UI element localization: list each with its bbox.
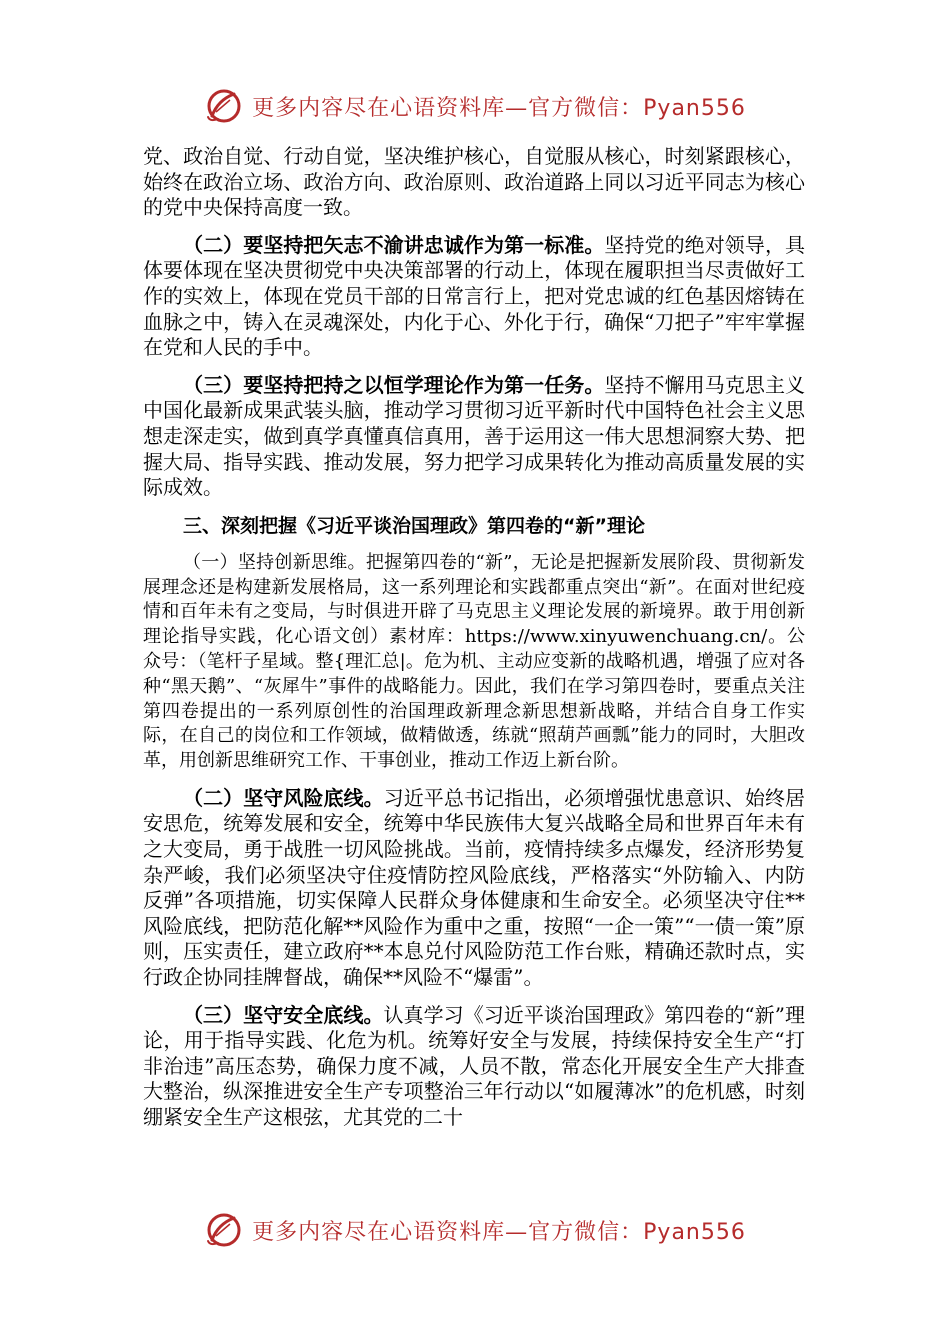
ink-brush-logo-icon xyxy=(204,1210,244,1250)
watermark-text: 更多内容尽在心语资料库—官方微信：Pyan556 xyxy=(252,1219,746,1245)
ink-brush-logo-icon xyxy=(204,86,244,126)
body-paragraph: （一）坚持创新思维。把握第四卷的“新”，无论是把握新发展阶段、贯彻新发展理念还是构建新发展格局，这一系列理论和实践都重点突出“新”。在面对世纪疫情和百年未有之变局，与时俱进开辟了马克思主义理论发展的新境界。敢于用创新理论指导实践，化心语文创）素材库：https://www.xinyuwenchuang.cn/。公众号：（笔杆子星域。整{理汇总|。危为机、主动应变新的战略机遇，增强了应对各种“黑天鹅”、“灰犀牛”事件的战略能力。因此，我们在学习第四卷时，要重点关注第四卷提出的一系列原创性的治国理政新理念新思想新战略，并结合自身工作实际，在自己的岗位和工作领域，做精做透，练就“照葫芦画瓢”能力的同时，大胆改革，用创新思维研究工作、干事创业，推动工作迈上新台阶。 xyxy=(143,551,805,772)
body-paragraph: 党、政治自觉、行动自觉，坚决维护核心，自觉服从核心，时刻紧跟核心，始终在政治立场、政治方向、政治原则、政治道路上同以习近平同志为核心的党中央保持高度一致。 xyxy=(143,144,805,220)
watermark-banner-top xyxy=(0,84,950,128)
section-heading: 三、深刻把握《习近平谈治国理政》第四卷的“新”理论 xyxy=(183,514,645,537)
wechat-id: Pyan556 xyxy=(643,1219,746,1245)
body-paragraph: （三）要坚持把持之以恒学理论作为第一任务。坚持不懈用马克思主义中国化最新成果武装头脑，推动学习贯彻习近平新时代中国特色社会主义思想走深走实，做到真学真懂真信真用，善于运用这一伟大思想洞察大势、把握大局、指导实践、推动发展，努力把学习成果转化为推动高质量发展的实际成效。 xyxy=(143,372,806,500)
watermark-banner-bottom xyxy=(0,1208,950,1252)
paragraph-lead: （三）要坚持把持之以恒学理论作为第一任务。 xyxy=(183,372,605,397)
paragraph-lead: （二）坚守风险底线。 xyxy=(183,785,384,810)
watermark-text: 更多内容尽在心语资料库—官方微信：Pyan556 xyxy=(252,95,746,121)
wechat-id: Pyan556 xyxy=(643,95,746,121)
document-body xyxy=(143,144,805,1143)
paragraph-lead: （二）要坚持把矢志不渝讲忠诚作为第一标准。 xyxy=(183,232,605,257)
body-paragraph: （二）要坚持把矢志不渝讲忠诚作为第一标准。坚持党的绝对领导，具体要体现在坚决贯彻党中央决策部署的行动上，体现在履职担当尽责做好工作的实效上，体现在党员干部的日常言行上，把对党忠诚的红色基因熔铸在血脉之中，铸入在灵魂深处，内化于心、外化于行，确保“刀把子”牢牢掌握在党和人民的手中。 xyxy=(143,232,806,360)
body-paragraph: （二）坚守风险底线。习近平总书记指出，必须增强忧患意识、始终居安思危，统筹发展和安全，统筹中华民族伟大复兴战略全局和世界百年未有之大变局，勇于战胜一切风险挑战。当前，疫情持续多点爆发，经济形势复杂严峻，我们必须坚决守住疫情防控风险底线，严格落实“外防输入、内防反弹”各项措施，切实保障人民群众身体健康和生命安全。必须坚决守住**风险底线，把防范化解**风险作为重中之重，按照“一企一策”“一债一策”原则，压实责任，建立政府**本息兑付风险防范工作台账，精确还款时点，实行政企协同挂牌督战，确保**风险不“爆雷”。 xyxy=(143,785,806,990)
body-paragraph: （三）坚守安全底线。认真学习《习近平谈治国理政》第四卷的“新”理论，用于指导实践、化危为机。统筹好安全与发展，持续保持安全生产“打非治违”高压态势，确保力度不减，人员不散，常态化开展安全生产大排查大整治，纵深推进安全生产专项整治三年行动以“如履薄冰”的危机感，时刻绷紧安全生产这根弦，尤其党的二十 xyxy=(143,1002,805,1130)
paragraph-lead: （三）坚守安全底线。 xyxy=(183,1002,384,1027)
